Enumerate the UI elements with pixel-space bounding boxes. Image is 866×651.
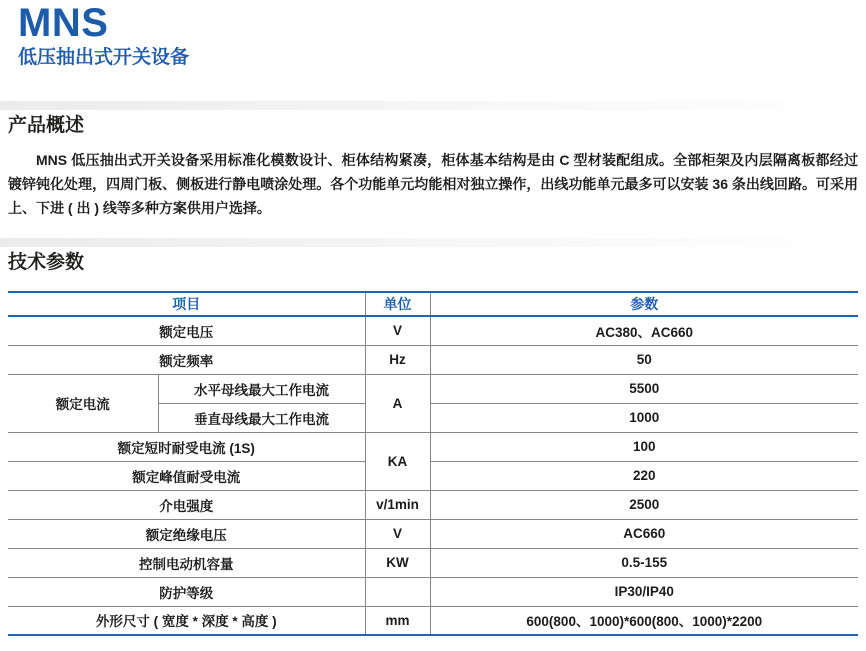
item-cell: 额定电压 (8, 316, 365, 345)
item-cell: 垂直母线最大工作电流 (158, 403, 365, 432)
title-block (0, 0, 866, 69)
table-row (8, 345, 858, 374)
table-row (8, 490, 858, 519)
overview-heading: 产品概述 (8, 115, 85, 136)
item-cell: 额定短时耐受电流 (1S) (8, 432, 365, 461)
unit-cell: KA (365, 432, 430, 490)
header-item-cell: 项目 (8, 292, 365, 316)
item-cell: 防护等级 (8, 577, 365, 606)
unit-cell: A (365, 374, 430, 432)
table-row (8, 432, 858, 461)
item-cell: 控制电动机容量 (8, 548, 365, 577)
header-value-cell: 参数 (430, 292, 858, 316)
table-row (8, 606, 858, 635)
header-unit-cell: 单位 (365, 292, 430, 316)
group-cell: 额定电流 (8, 374, 158, 432)
unit-cell: v/1min (365, 490, 430, 519)
product-title: MNS (18, 1, 109, 45)
value-cell: IP30/IP40 (430, 577, 858, 606)
item-cell: 介电强度 (8, 490, 365, 519)
value-cell: 50 (430, 345, 858, 374)
table-row (8, 461, 858, 490)
table-row (8, 316, 858, 345)
item-cell: 额定绝缘电压 (8, 519, 365, 548)
specs-table (8, 291, 858, 636)
value-cell: 100 (430, 432, 858, 461)
table-row (8, 519, 858, 548)
item-cell: 额定频率 (8, 345, 365, 374)
table-header-row (8, 292, 858, 316)
value-cell: AC660 (430, 519, 858, 548)
value-cell: 1000 (430, 403, 858, 432)
unit-cell: V (365, 519, 430, 548)
section-divider-band (0, 101, 866, 110)
value-cell: 600(800、1000)*600(800、1000)*2200 (430, 606, 858, 635)
item-cell: 额定峰值耐受电流 (8, 461, 365, 490)
unit-cell (365, 577, 430, 606)
item-cell: 外形尺寸 ( 宽度 * 深度 * 高度 ) (8, 606, 365, 635)
specs-heading: 技术参数 (8, 252, 85, 273)
value-cell: 220 (430, 461, 858, 490)
value-cell: 0.5-155 (430, 548, 858, 577)
section-divider-band (0, 238, 866, 247)
unit-cell: KW (365, 548, 430, 577)
table-row (8, 548, 858, 577)
value-cell: 2500 (430, 490, 858, 519)
unit-cell: V (365, 316, 430, 345)
value-cell: 5500 (430, 374, 858, 403)
product-subtitle: 低压抽出式开关设备 (18, 47, 190, 68)
unit-cell: Hz (365, 345, 430, 374)
item-cell: 水平母线最大工作电流 (158, 374, 365, 403)
unit-cell: mm (365, 606, 430, 635)
value-cell: AC380、AC660 (430, 316, 858, 345)
table-row (8, 577, 858, 606)
overview-paragraph: MNS 低压抽出式开关设备采用标准化模数设计、柜体结构紧凑，柜体基本结构是由 C 型材装配组成。全部柜架及内层隔离板都经过镀锌钝化处理，四周门板、侧板进行静电喷涂处理。各个功能单元均能相对独立操作，出线功能单元最多可以安装 36 条出线回路。可采用上、下进 ( 出 ) 线等多种方案供用户选择。 (8, 152, 858, 216)
table-row (8, 374, 858, 403)
